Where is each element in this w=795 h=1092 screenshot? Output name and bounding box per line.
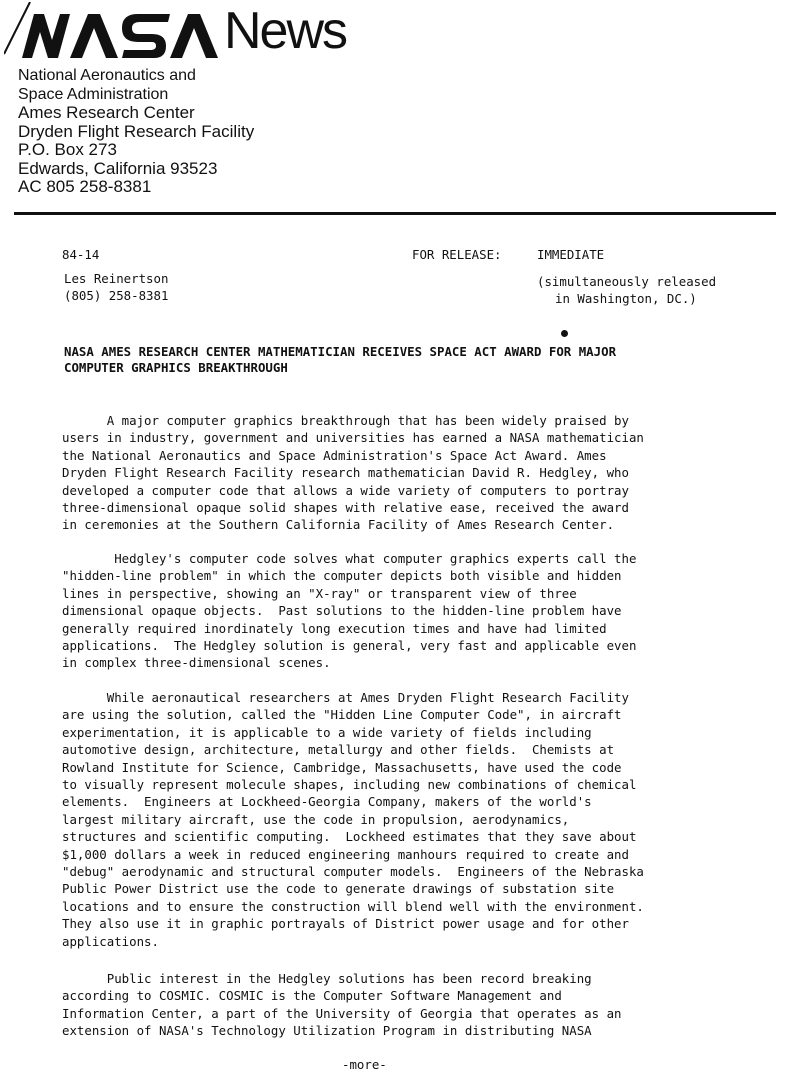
nasa-logo — [4, 2, 244, 60]
news-wordmark: News — [224, 2, 347, 60]
simultaneous-note-line1: (simultaneously released — [537, 274, 717, 289]
scan-speck — [561, 330, 568, 337]
address-line: Edwards, California 93523 — [18, 158, 218, 178]
release-label: FOR RELEASE: — [412, 247, 502, 262]
more-marker: -more- — [342, 1057, 387, 1072]
body-paragraph-3: While aeronautical researchers at Ames Dryden Flight Research Facility are using the solution, called the "Hidden Line Computer Code", in aircraft experimentation, it is applicable to a wide variety of fields including automotive design, architecture, metallurgy and other fields. Chemists at Rowland Institute for Science, Cambridge, Massachusetts, have used the code to visually represent molecule shapes, including new combinations of chemical elements. Engineers at Lockheed-Georgia Company, makers of the world's largest military aircraft, use the code in propulsion, aerodynamics, structures and scientific computing. Lockheed estimates that they save about $1,000 dollars a week in reduced engineering manhours required to create and "debug" aerodynamic and structural computer models. Engineers of the Nebraska Public Power District use the code to generate drawings of substation site locations and to ensure the construction will blend well with the environment. They also use it in graphic portrayals of District power usage and for other applications. — [62, 690, 644, 949]
headline-line2: COMPUTER GRAPHICS BREAKTHROUGH — [64, 360, 288, 375]
header-rule — [14, 212, 776, 215]
address-line: P.O. Box 273 — [18, 140, 117, 159]
contact-phone: (805) 258-8381 — [64, 288, 169, 303]
address-line: AC 805 258-8381 — [18, 177, 152, 196]
body-paragraph-2: Hedgley's computer code solves what computer graphics experts call the "hidden-line problem" in which the computer depicts both visible and hidden lines in perspective, showing an "X-ray" or transparent view of three dimensional opaque objects. Past solutions to the hidden-line problem have generally required inordinately long execution times and have had limited applications. The Hedgley solution is general, very fast and applicable even in complex three-dimensional scenes. — [62, 551, 637, 671]
body-paragraph-1: A major computer graphics breakthrough that has been widely praised by users in industry, government and universities has earned a NASA mathematician the National Aeronautics and Space Administration's Space Act Award. Ames Dryden Flight Research Facility research mathematician David R. Hedgley, who developed a computer code that allows a wide variety of computers to portray three-dimensional opaque solid shapes with relative ease, received the award in ceremonies at the Southern California Facility of Ames Research Center. — [62, 413, 644, 533]
release-value: IMMEDIATE — [537, 247, 605, 262]
headline-line1: NASA AMES RESEARCH CENTER MATHEMATICIAN RECEIVES SPACE ACT AWARD FOR MAJOR — [64, 344, 617, 359]
address-line: Ames Research Center — [18, 103, 195, 122]
release-number: 84-14 — [62, 247, 100, 262]
address-line: Space Administration — [18, 85, 169, 103]
simultaneous-note-line2: in Washington, DC.) — [555, 291, 697, 306]
address-line: Dryden Flight Research Facility — [18, 121, 255, 141]
body-paragraph-4: Public interest in the Hedgley solutions has been record breaking according to COSMIC. COSMIC is the Computer Software Management and Information Center, a part of the University of Georgia that operates as an extension of NASA's Technology Utilization Program in distributing NASA — [62, 971, 622, 1039]
address-block — [18, 67, 254, 197]
address-line: National Aeronautics and — [18, 67, 196, 84]
contact-name: Les Reinertson — [64, 271, 169, 286]
